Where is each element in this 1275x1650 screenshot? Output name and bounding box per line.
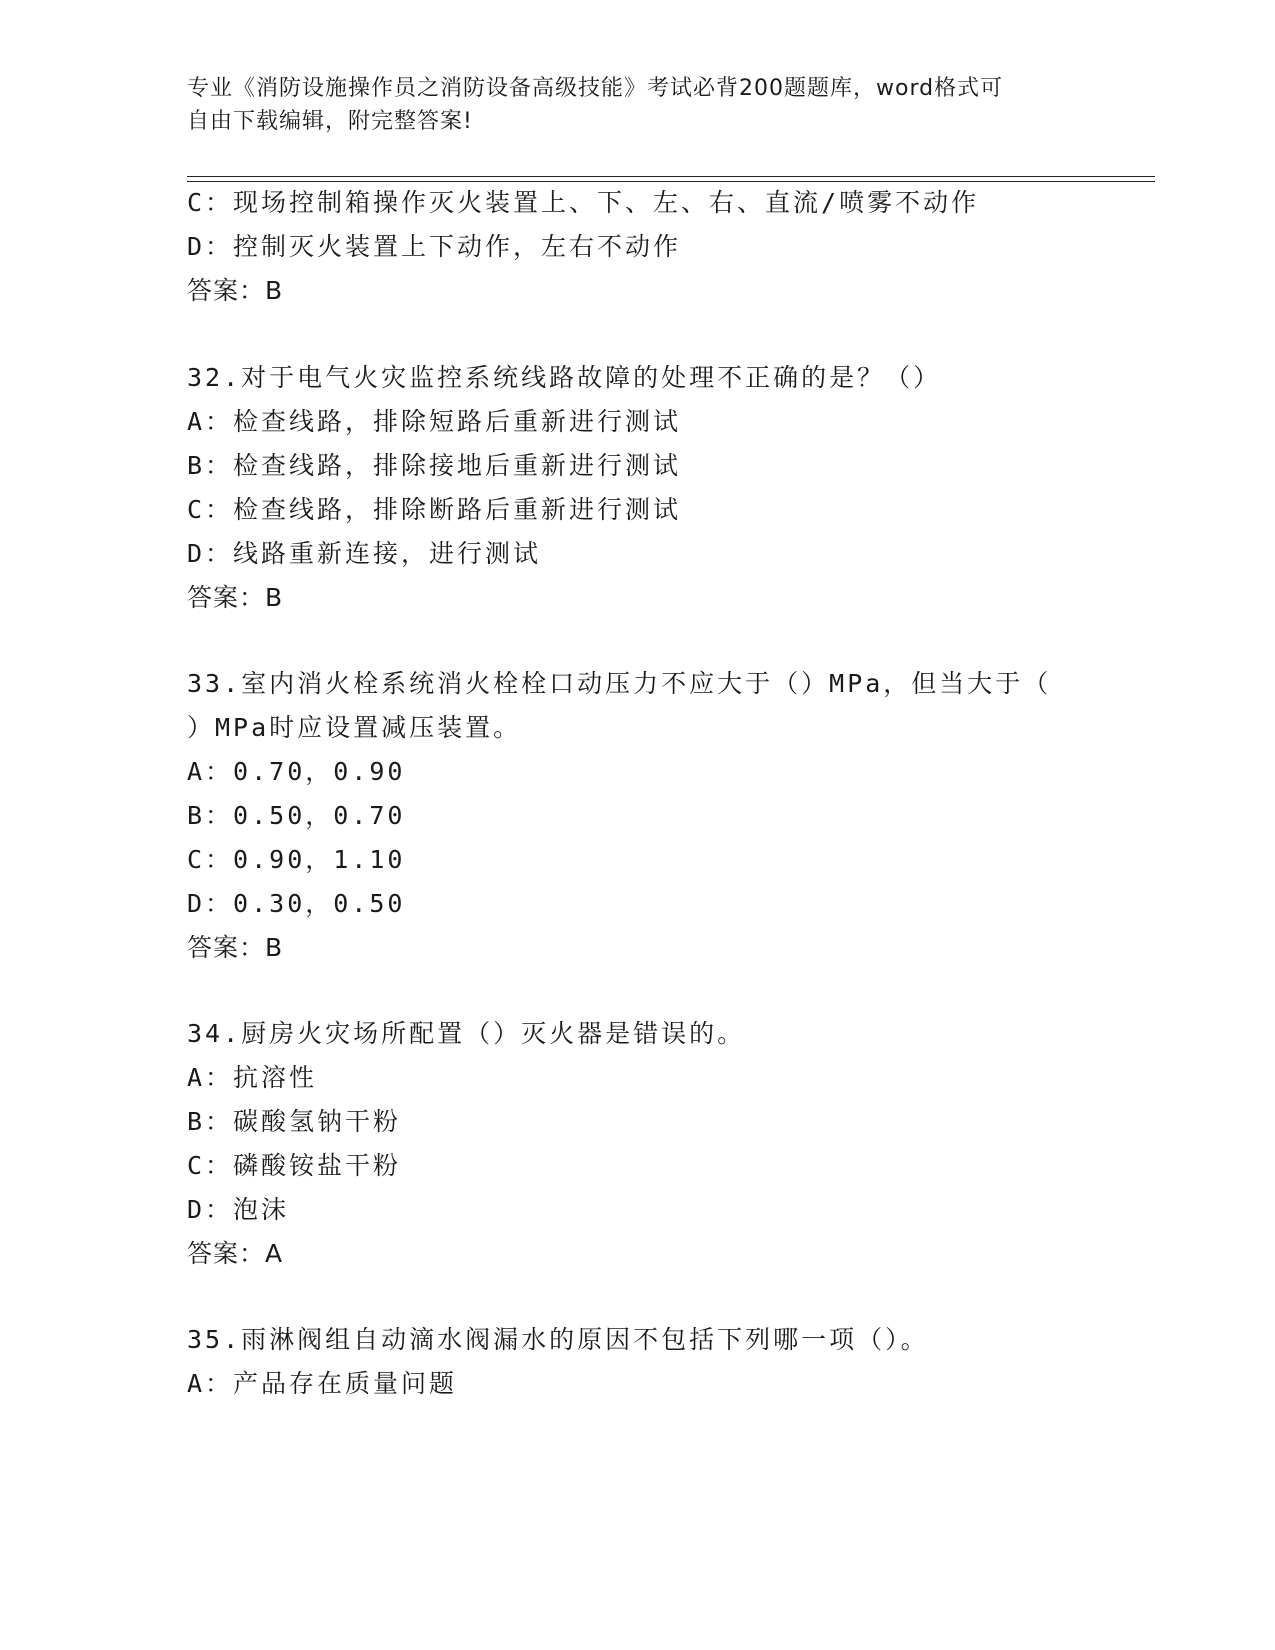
question-32: 32.对于电气火灾监控系统线路故障的处理不正确的是？（） xyxy=(187,363,942,392)
option-b-q34: B：碳酸氢钠干粉 xyxy=(187,1107,402,1136)
answer-q32: 答案：B xyxy=(187,583,284,612)
header-divider-bottom xyxy=(187,181,1155,182)
option-c-q31: C：现场控制箱操作灭火装置上、下、左、右、直流/喷雾不动作 xyxy=(187,188,980,217)
question-34: 34.厨房火灾场所配置（）灭火器是错误的。 xyxy=(187,1019,746,1048)
answer-q33: 答案：B xyxy=(187,933,284,962)
option-d-q31: D：控制灭火装置上下动作，左右不动作 xyxy=(187,232,682,261)
option-d-q32: D：线路重新连接，进行测试 xyxy=(187,539,542,568)
option-a-q35: A：产品存在质量问题 xyxy=(187,1369,458,1398)
option-a-q32: A：检查线路，排除短路后重新进行测试 xyxy=(187,407,682,436)
option-a-q33: A：0.70，0.90 xyxy=(187,757,406,786)
document-header xyxy=(187,72,1087,138)
option-c-q33: C：0.90，1.10 xyxy=(187,845,406,874)
header-line-1: 专业《消防设施操作员之消防设备高级技能》考试必背200题题库，word格式可 xyxy=(187,76,1004,101)
option-b-q32: B：检查线路，排除接地后重新进行测试 xyxy=(187,451,682,480)
answer-q31: 答案：B xyxy=(187,276,284,305)
option-b-q33: B：0.50，0.70 xyxy=(187,801,406,830)
option-a-q34: A：抗溶性 xyxy=(187,1063,318,1092)
option-c-q34: C：磷酸铵盐干粉 xyxy=(187,1151,402,1180)
question-33: 33.室内消火栓系统消火栓栓口动压力不应大于（）MPa，但当大于（ xyxy=(187,669,1052,698)
header-line-2: 自由下载编辑，附完整答案! xyxy=(187,109,473,134)
option-d-q34: D：泡沫 xyxy=(187,1195,290,1224)
option-d-q33: D：0.30，0.50 xyxy=(187,889,406,918)
header-divider-top xyxy=(187,176,1155,177)
question-33-continued: ）MPa时应设置减压装置。 xyxy=(187,713,522,742)
option-c-q32: C：检查线路，排除断路后重新进行测试 xyxy=(187,495,682,524)
answer-q34: 答案：A xyxy=(187,1239,284,1268)
question-35: 35.雨淋阀组自动滴水阀漏水的原因不包括下列哪一项（）。 xyxy=(187,1325,929,1354)
